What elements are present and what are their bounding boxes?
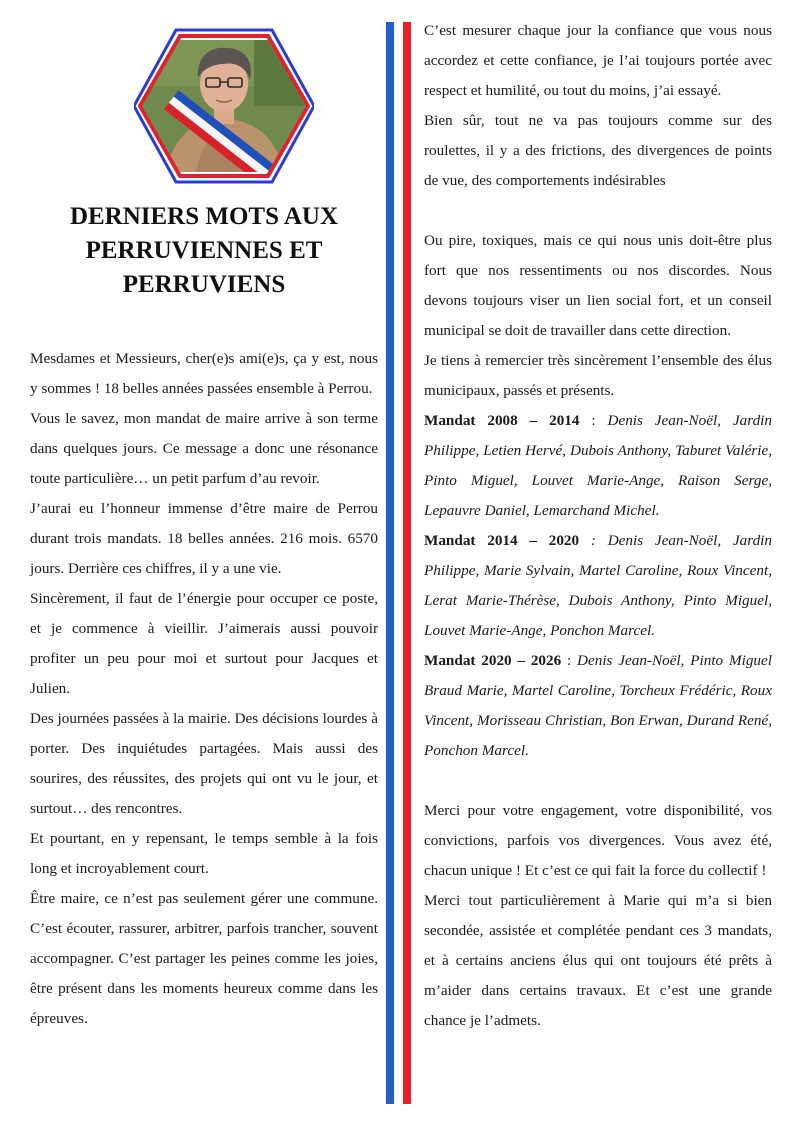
mandat-names: Denis Jean-Noël, Jardin Philippe, Marie Sylvain, Martel Caroline, Roux Vincent, Lerat Marie-Thérèse, Dubois Anthony, Pinto Miguel, Louvet Marie-Ange, Ponchon Marcel. [424, 532, 772, 639]
mandat-2008-2014 [424, 406, 772, 526]
paragraph-gap [424, 766, 772, 796]
paragraph: C’est mesurer chaque jour la confiance que vous nous accordez et cette confiance, je l’ai toujours portée avec respect et humilité, ou tout du moins, j’ai essayé. [424, 22, 772, 99]
paragraph: Des journées passées à la mairie. Des décisions lourdes à porter. Des inquiétudes partagées. Mais aussi des sourires, des réussites, des projets qui ont vu le jour, et surtout… des rencontres. [30, 710, 378, 817]
mayor-portrait [134, 26, 314, 186]
mandat-names: Denis Jean-Noël, Pinto Miguel Braud Marie, Martel Caroline, Torcheux Frédéric, Roux Vincent, Morisseau Christian, Bon Erwan, Durand René, Ponchon Marcel. [424, 652, 772, 759]
paragraph: Merci tout particulièrement à Marie qui m’a si bien secondée, assistée et complétée pendant ces 3 mandats, et à certains anciens élus qui ont toujours été prêts à m’aider dans certains travaux. Et c’est une grande chance je l’admets. [424, 892, 772, 1029]
hexagon-portrait-frame [134, 26, 314, 186]
paragraph: Mesdames et Messieurs, cher(e)s ami(e)s, ça y est, nous y sommes ! 18 belles années passées ensemble à Perrou. [30, 350, 378, 397]
mandat-label: Mandat 2020 – 2026 [424, 652, 562, 669]
paragraph: Bien sûr, tout ne va pas toujours comme sur des roulettes, il y a des frictions, des divergences de points de vue, des comportements indésirables [424, 112, 772, 189]
mandat-label: Mandat 2014 – 2020 [424, 532, 580, 549]
mandat-separator: : [579, 412, 608, 429]
paragraph: Vous le savez, mon mandat de maire arrive à son terme dans quelques jours. Ce message a donc une résonance toute particulière… un petit parfum d’au revoir. [30, 410, 378, 487]
right-column [424, 16, 772, 1036]
title-line-1: DERNIERS MOTS AUX [69, 203, 339, 230]
mandat-separator: : [561, 652, 578, 669]
paragraph: Sincèrement, il faut de l’énergie pour occuper ce poste, et je commence à vieillir. J’aimerais aussi pouvoir profiter un peu pour moi et surtout pour Jacques et Julien. [30, 590, 378, 697]
mandat-label: Mandat 2008 – 2014 [424, 412, 580, 429]
paragraph: Merci pour votre engagement, votre disponibilité, vos convictions, parfois vos divergences. Vous avez été, chacun unique ! Et c’est ce qui fait la force du collectif ! [424, 802, 772, 879]
mandat-separator: : [579, 532, 608, 549]
paragraph: J’aurai eu l’honneur immense d’être maire de Perrou durant trois mandats. 18 belles années. 216 mois. 6570 jours. Derrière ces chiffres, il y a une vie. [30, 500, 378, 577]
tricolour-bar-red [403, 22, 411, 1104]
tricolour-bar-blue [386, 22, 394, 1104]
mandat-names: Denis Jean-Noël, Jardin Philippe, Letien Hervé, Dubois Anthony, Taburet Valérie, Pinto Miguel, Louvet Marie-Ange, Raison Serge, Lepauvre Daniel, Lemarchand Michel. [424, 412, 772, 519]
title-line-2: PERRUVIENNES ET [85, 237, 323, 264]
title-line-3: PERRUVIENS [122, 271, 286, 298]
mandat-2014-2020 [424, 526, 772, 646]
left-body-text [30, 344, 378, 1034]
paragraph: Être maire, ce n’est pas seulement gérer une commune. C’est écouter, rassurer, arbitrer, parfois trancher, souvent accompagner. C’est partager les peines comme les joies, être présent dans les moments heureux comme dans les épreuves. [30, 890, 378, 1027]
paragraph: Ou pire, toxiques, mais ce qui nous unis doit-être plus fort que nos ressentiments ou nos discordes. Nous devons toujours viser un lien social fort, et un conseil municipal se doit de travailler dans cette direction. [424, 232, 772, 339]
mandat-2020-2026 [424, 646, 772, 766]
page-title [30, 200, 378, 302]
paragraph: Et pourtant, en y repensant, le temps semble à la fois long et incroyablement court. [30, 830, 378, 877]
paragraph: Je tiens à remercier très sincèrement l’ensemble des élus municipaux, passés et présents. [424, 352, 772, 399]
paragraph-gap [424, 196, 772, 226]
